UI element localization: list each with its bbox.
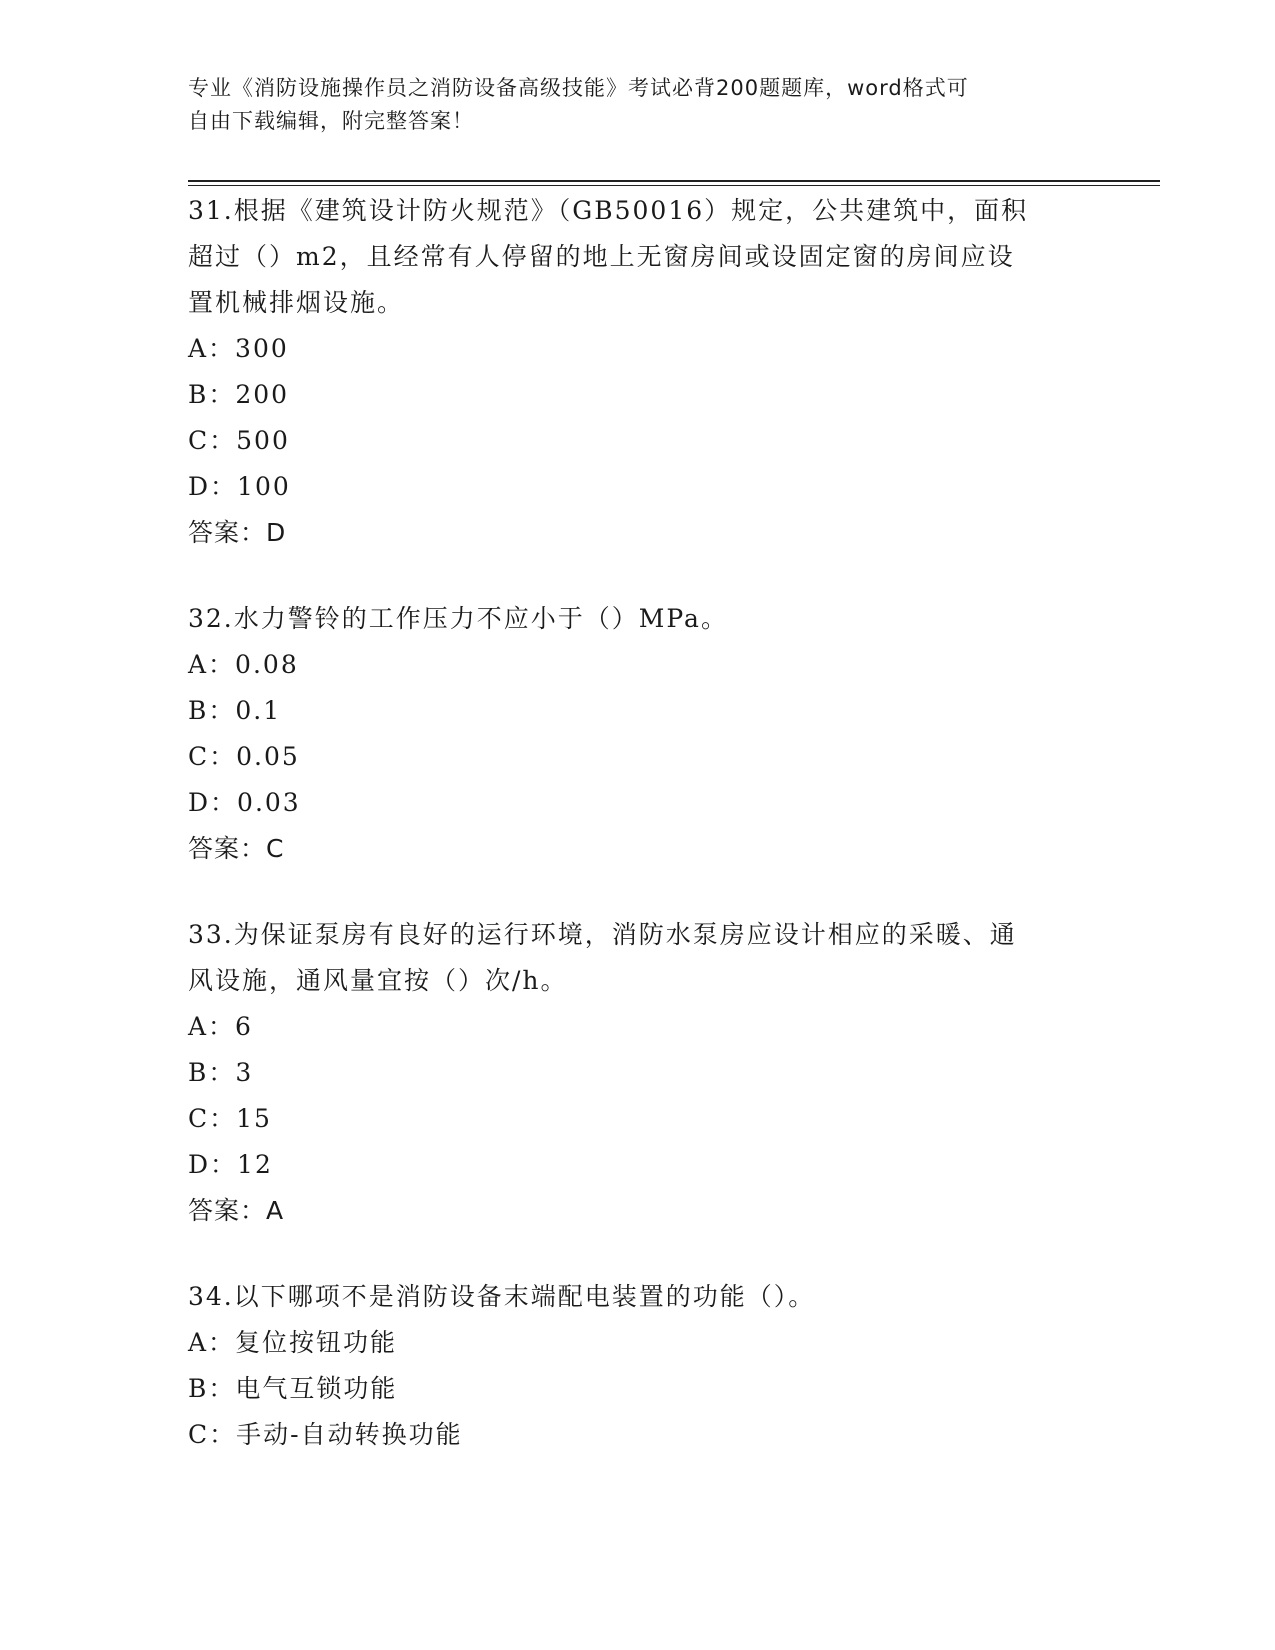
- answer-option: C：500: [188, 426, 290, 455]
- answer-option: A：300: [188, 334, 289, 363]
- answer-option: C：15: [188, 1104, 272, 1133]
- answer-option: D：0.03: [188, 788, 301, 817]
- answer-option: B：3: [188, 1058, 254, 1087]
- answer-option: B：200: [188, 380, 290, 409]
- question-text-line: 置机械排烟设施。: [188, 288, 405, 317]
- answer-option: B：0.1: [188, 696, 282, 725]
- question-text-line: 超过（）m2，且经常有人停留的地上无窗房间或设固定窗的房间应设: [188, 242, 1015, 271]
- answer-option: A：0.08: [188, 650, 299, 679]
- question-text: [188, 596, 1088, 642]
- question-text-line: 32.水力警铃的工作压力不应小于（）MPa。: [188, 604, 728, 633]
- question-text: [188, 912, 1088, 1004]
- answer-option: D：12: [188, 1150, 273, 1179]
- question-text-line: 31.根据《建筑设计防火规范》（GB50016）规定，公共建筑中，面积: [188, 196, 1029, 225]
- question-text-line: 34.以下哪项不是消防设备末端配电装置的功能（）。: [188, 1282, 816, 1311]
- answer-option: A：复位按钮功能: [188, 1328, 398, 1357]
- answer-option: C：手动-自动转换功能: [188, 1420, 463, 1449]
- question-block: [188, 1274, 1088, 1458]
- answer-key: 答案：A: [188, 1196, 285, 1225]
- answer-option: D：100: [188, 472, 291, 501]
- answer-option: C：0.05: [188, 742, 300, 771]
- question-text-line: 33.为保证泵房有良好的运行环境，消防水泵房应设计相应的采暖、通: [188, 920, 1017, 949]
- question-text: [188, 188, 1088, 326]
- header-line-2: 自由下载编辑，附完整答案！: [188, 109, 474, 133]
- document-header: [188, 72, 1088, 138]
- answer-option: A：6: [188, 1012, 253, 1041]
- question-list: [188, 188, 1088, 1498]
- answer-option: B：电气互锁功能: [188, 1374, 398, 1403]
- header-line-1: 专业《消防设施操作员之消防设备高级技能》考试必背200题题库，word格式可: [188, 76, 969, 100]
- header-divider-thick: [188, 180, 1160, 182]
- question-block: [188, 912, 1088, 1234]
- question-block: [188, 188, 1088, 556]
- answer-key: 答案：C: [188, 834, 285, 863]
- question-block: [188, 596, 1088, 872]
- header-divider-thin: [188, 185, 1160, 186]
- question-text-line: 风设施，通风量宜按（）次/h。: [188, 966, 568, 995]
- answer-key: 答案：D: [188, 518, 287, 547]
- question-text: [188, 1274, 1088, 1320]
